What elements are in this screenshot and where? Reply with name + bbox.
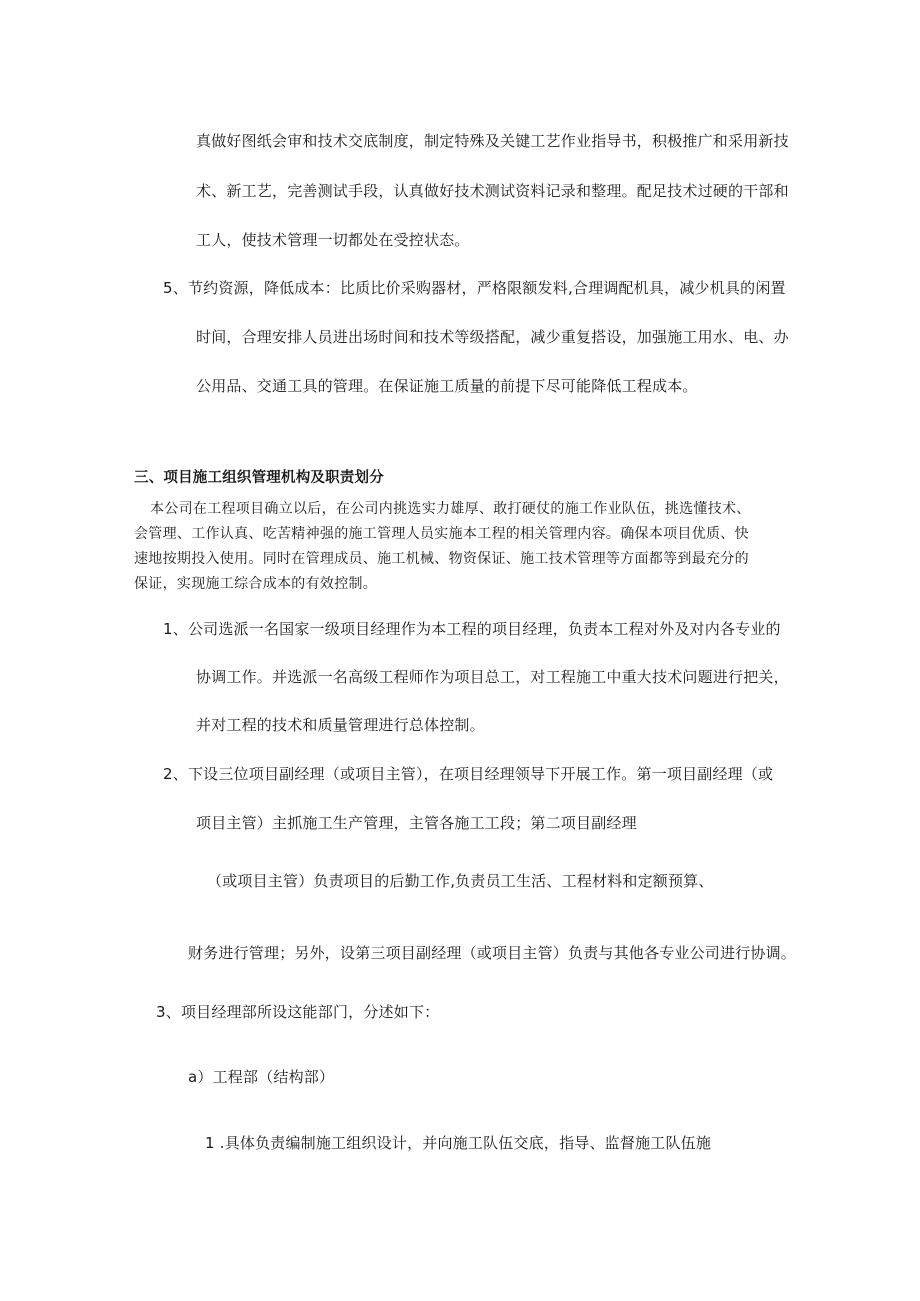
text-line: 1、公司选派一名国家一级项目经理作为本工程的项目经理，负责本工程对外及对内各专业的 [163,620,781,638]
text-line: 协调工作。并选派一名高级工程师作为项目总工，对工程施工中重大技术问题进行把关， [196,668,789,686]
text-line: 本公司在工程项目确立以后，在公司内挑选实力雄厚、敢打硬仗的施工作业队伍，挑选懂技术、 [150,501,751,517]
subsection-item-line: 1 .具体负责编制施工组织设计，并向施工队伍交底，指导、监督施工队伍施 [205,1134,712,1152]
point3-line: 3、项目经理部所设这能部门，分述如下： [156,1003,440,1021]
text-line: 项目主管）主抓施工生产管理，主管各施工工段；第二项目副经理 [196,814,637,832]
subsection-label: a）工程部（结构部） [188,1068,335,1086]
text-line: 术、新工艺，完善测试手段，认真做好技术测试资料记录和整理。配足技术过硬的干部和 [196,182,789,200]
text-line: 真做好图纸会审和技术交底制度，制定特殊及关键工艺作业指导书，积极推广和采用新技 [196,132,789,150]
section-heading: 三、项目施工组织管理机构及职责划分 [134,470,384,486]
text-line: 并对工程的技术和质量管理进行总体控制。 [196,716,485,734]
text-line: 会管理、工作认真、吃苦精神强的施工管理人员实施本工程的相关管理内容。确保本项目优质、快 [134,526,749,542]
text-line: 保证，实现施工综合成本的有效控制。 [134,576,378,592]
text-line: 工人，使技术管理一切都处在受控状态。 [196,231,470,249]
text-line: 财务进行管理；另外，设第三项目副经理（或项目主管）负责与其他各专业公司进行协调。 [188,944,797,962]
text-line: 5、节约资源，降低成本：比质比价采购器材，严格限额发料,合理调配机具，减少机具的闲置 [163,279,786,297]
text-line: 时间，合理安排人员进出场时间和技术等级搭配，减少重复搭设，加强施工用水、电、办 [196,328,789,346]
text-line: 公用品、交通工具的管理。在保证施工质量的前提下尽可能降低工程成本。 [196,377,698,395]
text-line: （或项目主管）负责项目的后勤工作,负责员工生活、工程材料和定额预算、 [207,872,714,890]
text-line: 2、下设三位项目副经理（或项目主管），在项目经理领导下开展工作。第一项目副经理（或 [163,765,774,783]
text-line: 速地按期投入使用。同时在管理成员、施工机械、物资保证、施工技术管理等方面都等到最充分的 [134,551,749,567]
